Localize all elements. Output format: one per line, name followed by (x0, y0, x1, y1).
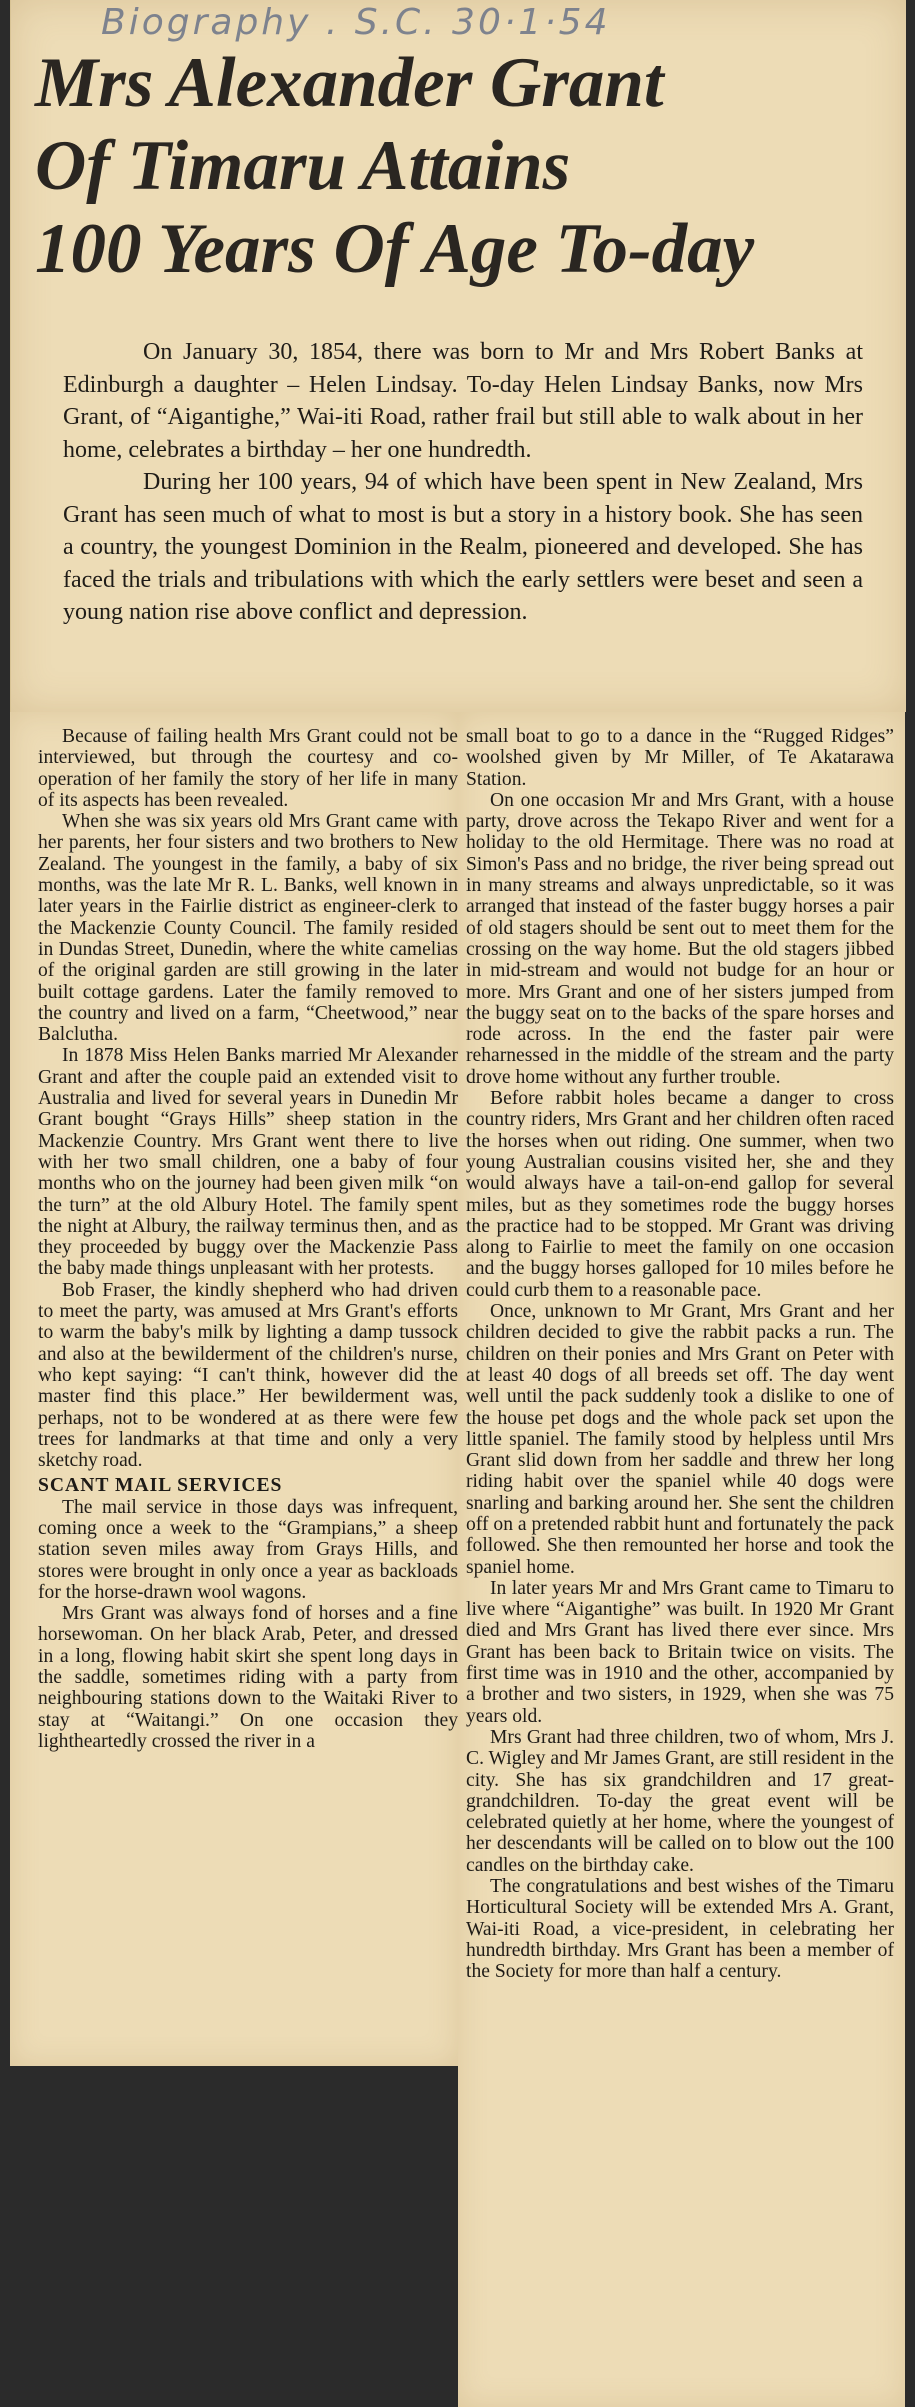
left-paragraph-3: In 1878 Miss Helen Banks married Mr Alexander Grant and after the couple paid an extended visit to Australia and lived for several years in Dunedin Mr Grant bought “Grays Hills” sheep station in the Mackenzie Country. Mrs Grant went there to live with her two small children, one a baby of four months who on the journey had been given milk “on the turn” at the old Albury Hotel. The family spent the night at Albury, the railway terminus then, and as they proceeded by buggy over the Mackenzie Pass the baby made things unpleasant with her protests. (38, 1045, 458, 1280)
lead-paragraph-2: During her 100 years, 94 of which have been spent in New Zealand, Mrs Grant has seen much of what to most is but a story in a history book. She has seen a country, the youngest Dominion in the Realm, pioneered and developed. She has faced the trials and tribulations with which the early settlers were beset and seen a young nation rise above conflict and depression. (63, 469, 863, 625)
right-paragraph-2: Before rabbit holes became a danger to cross country riders, Mrs Grant and her children often raced the horses when out riding. One summer, when two young Australian cousins visited her, she and they would always have a tail-on-end gallop for several miles, but as they sometimes rode the buggy horses the practice had to be stopped. Mr Grant was driving along to Fairlie to meet the family on one occasion and the buggy horses galloped for 10 miles before he could curb them to a reasonable pace. (466, 1088, 894, 1301)
headline (35, 42, 895, 291)
right-continuation: small boat to go to a dance in the “Rugged Ridges” woolshed given by Mr Miller, of Te Akatarawa Station. (466, 726, 894, 790)
right-paragraph-5: Mrs Grant had three children, two of whom, Mrs J. C. Wigley and Mr James Grant, are still resident in the city. She has six grandchildren and 17 great-grandchildren. To-day the great event will be celebrated quietly at her home, where the youngest of her descendants will be called on to blow out the 100 candles on the birthday cake. (466, 1726, 894, 1876)
headline-line-1: Mrs Alexander Grant (35, 44, 664, 122)
subheading-scant-mail-services: SCANT MAIL SERVICES (38, 1475, 283, 1497)
right-paragraph-4: In later years Mr and Mrs Grant came to Timaru to live where “Aigantighe” was built. In 1920 Mr Grant died and Mrs Grant has lived there ever since. Mrs Grant has been back to Britain twice on visits. The first time was in 1910 and the other, accompanied by a brother and two sisters, in 1929, when she was 75 years old. (466, 1577, 894, 1727)
left-paragraph-2: When she was six years old Mrs Grant came with her parents, her four sisters and two brothers to New Zealand. The youngest in the family, a baby of six months, was the late Mr R. L. Banks, well known in later years in the Fairlie district as engineer-clerk to the Mackenzie County Council. The family resided in Dundas Street, Dunedin, where the white camelias of the original garden are still growing in the later built cottage gardens. Later the family removed to the country and lived on a farm, “Cheetwood,” near Balclutha. (38, 811, 458, 1046)
right-paragraph-1: On one occasion Mr and Mrs Grant, with a house party, drove across the Tekapo River and went for a holiday to the old Hermitage. There was no road at Simon's Pass and no bridge, the river being spread out in many streams and always unpredictable, so it was arranged that instead of the faster buggy horses a pair of old stagers should be sent out to meet them for the crossing on the way home. But the old stagers jibbed in mid-stream and would not budge for an hour or more. Mrs Grant and one of her sisters jumped from the buggy seat on to the backs of the spare horses and rode across. In the end the faster pair were reharnessed in the middle of the stream and the party drove home without any further trouble. (466, 789, 894, 1088)
left-paragraph-5: The mail service in those days was infrequent, coming once a week to the “Grampians,” a sheep station seven miles away from Grays Hills, and stores were brought in only once a year as backloads for the horse-drawn wool wagons. (38, 1496, 458, 1603)
handwritten-annotation: Biography . S.C. 30·1·54 (101, 2, 611, 43)
right-paragraph-3: Once, unknown to Mr Grant, Mrs Grant and her children decided to give the rabbit packs a run. The children on their ponies and Mrs Grant on Peter with at least 40 dogs of all breeds set off. The day went well until the pack suddenly took a dislike to one of the house pet dogs and the whole pack set upon the little spaniel. The family stood by helpless until Mrs Grant slid down from her saddle and threw her long riding habit over the spaniel while 40 dogs were snarling and barking around her. She sent the children off on a pretended rabbit hunt and fortunately the pack followed. She then remounted her horse and took the spaniel home. (466, 1301, 894, 1578)
left-paragraph-4: Bob Fraser, the kindly shepherd who had driven to meet the party, was amused at Mrs Grant's efforts to warm the baby's milk by lighting a damp tussock and also at the bewilderment of the children's nurse, who kept saying: “I can't think, however did the master find this place.” Her bewilderment was, perhaps, not to be wondered at as there were few trees for landmarks at that time and only a very sketchy road. (38, 1279, 458, 1472)
headline-line-2: Of Timaru Attains (35, 127, 571, 205)
right-column (458, 712, 905, 2407)
right-paragraph-6: The congratulations and best wishes of the Timaru Horticultural Society will be extended Mrs A. Grant, Wai-iti Road, a vice-president, in celebrating her hundredth birthday. Mrs Grant has been a member of the Society for more than half a century. (466, 1876, 894, 1983)
left-paragraph-1: Because of failing health Mrs Grant could not be interviewed, but through the courtesy and co-operation of her family the story of her life in many of its aspects has been revealed. (38, 726, 458, 811)
lead-paragraphs (63, 336, 863, 629)
left-column (10, 712, 458, 2066)
lead-paragraph-1: On January 30, 1854, there was born to Mr and Mrs Robert Banks at Edinburgh a daughter – Helen Lindsay. To-day Helen Lindsay Banks, now Mrs Grant, of “Aigantighe,” Wai-iti Road, rather frail but still able to walk about in her home, celebrates a birthday – her one hundredth. (63, 339, 863, 463)
headline-clipping (10, 0, 906, 712)
left-paragraph-6: Mrs Grant was always fond of horses and a fine horsewoman. On her black Arab, Peter, and dressed in a long, flowing habit skirt she spent long days in the saddle, sometimes riding with a party from neighbouring stations down to the Waitaki River to stay at “Waitangi.” On one occasion they lightheartedly crossed the river in a (38, 1603, 458, 1752)
headline-line-3: 100 Years Of Age To-day (35, 210, 755, 288)
